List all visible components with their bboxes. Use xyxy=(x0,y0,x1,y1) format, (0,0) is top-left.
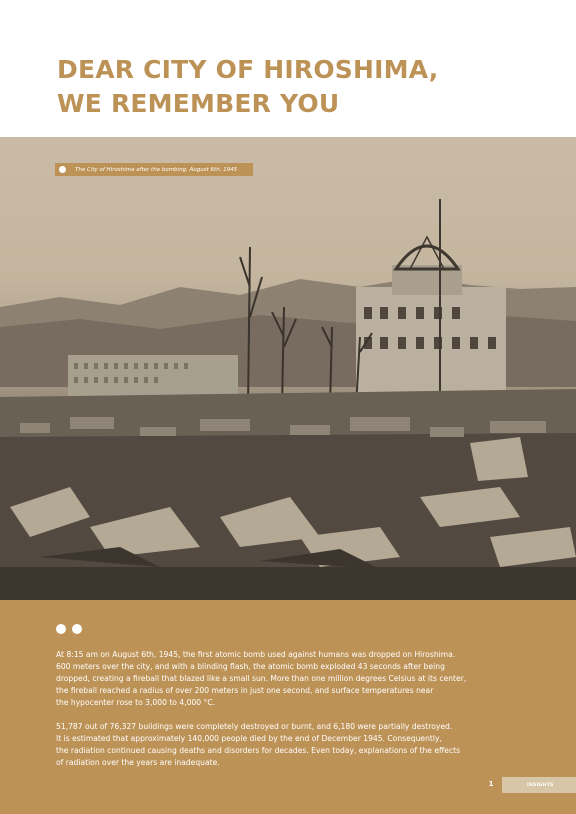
dot-icon xyxy=(72,624,82,634)
paragraph-line: the radiation continued causing deaths and disorders for decades. Even today, explanations of the effects xyxy=(56,746,461,755)
paragraph-line: of radiation over the years are inadequate. xyxy=(56,758,220,767)
caption-bullet-icon xyxy=(59,166,66,173)
page-title xyxy=(57,53,537,121)
paragraph-line: the fireball reached a radius of over 200 meters in just one second, and surface temperatures near xyxy=(56,686,434,695)
decorative-dots xyxy=(56,624,82,634)
title-line-1: DEAR CITY OF HIROSHIMA, xyxy=(57,55,439,84)
paragraph-line: dropped, creating a fireball that blazed like a small sun. More than one million degrees Celsius at its center, xyxy=(56,674,467,683)
body-paragraph-1 xyxy=(56,649,526,709)
body-paragraph-2 xyxy=(56,721,526,769)
photo-caption xyxy=(55,163,253,176)
paragraph-line: It is estimated that approximately 140,000 people died by the end of December 1945. Consequently, xyxy=(56,734,442,743)
hiroshima-photo xyxy=(0,137,576,600)
paragraph-line: At 8:15 am on August 6th, 1945, the first atomic bomb used against humans was dropped on Hiroshima. xyxy=(56,650,456,659)
paragraph-line: 600 meters over the city, and with a blinding flash, the atomic bomb exploded 43 seconds after being xyxy=(56,662,445,671)
title-line-2: WE REMEMBER YOU xyxy=(57,89,340,118)
page-number: 1 xyxy=(488,780,494,788)
ruins-illustration xyxy=(0,137,576,600)
section-label: INSIGHTS xyxy=(527,782,554,788)
section-tab xyxy=(502,777,576,793)
dot-icon xyxy=(56,624,66,634)
paragraph-line: 51,787 out of 76,327 buildings were completely destroyed or burnt, and 6,180 were partially destroyed. xyxy=(56,722,453,731)
caption-text: The City of Hiroshima after the bombing, August 6th, 1945 xyxy=(75,166,238,173)
paragraph-line: the hypocenter rose to 3,000 to 4,000 °C. xyxy=(56,698,216,707)
